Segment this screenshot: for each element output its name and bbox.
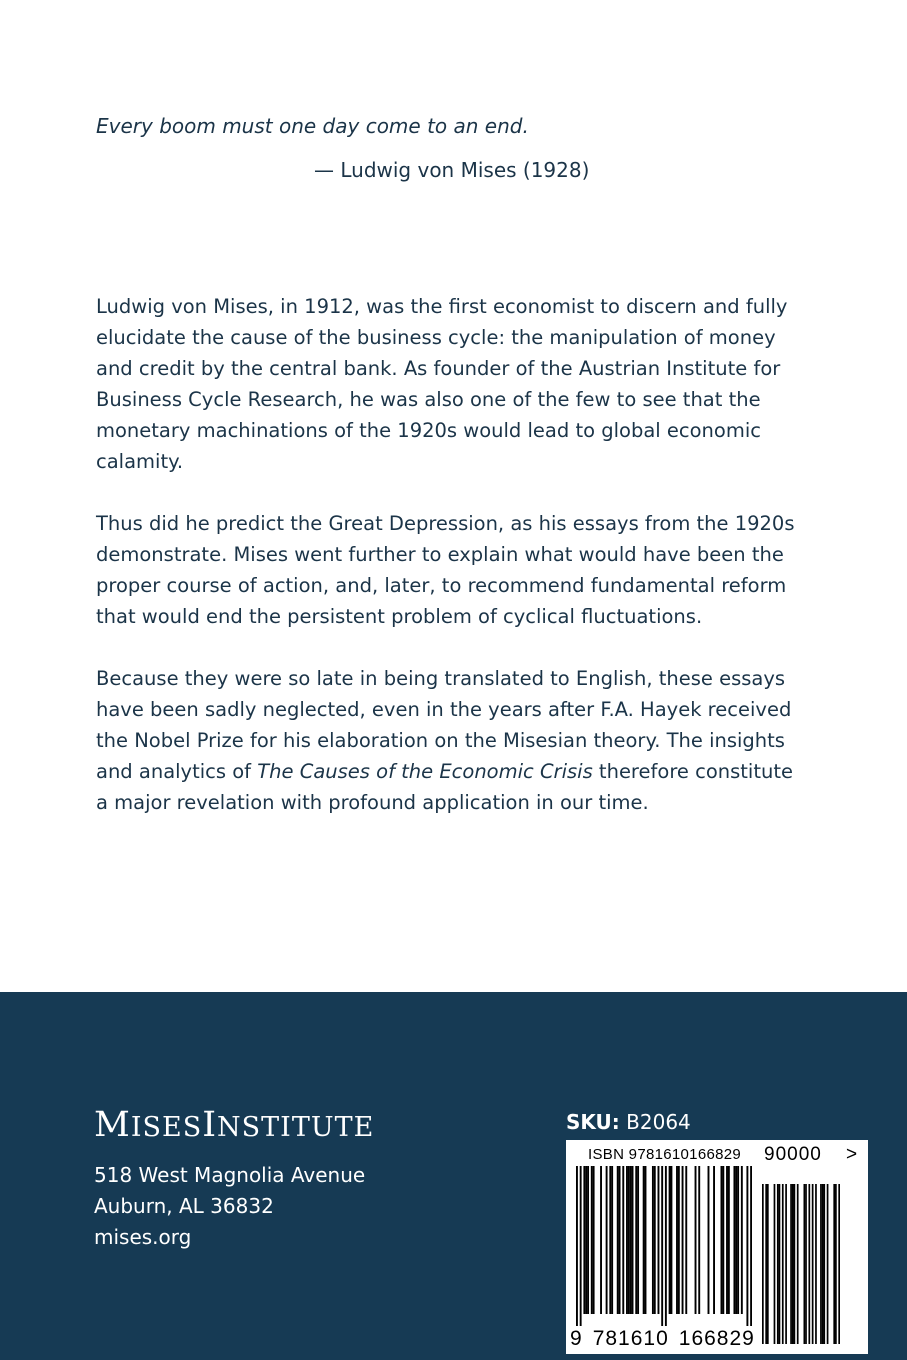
isbn-barcode — [566, 1140, 868, 1354]
addon-bar — [792, 1184, 794, 1344]
addon-bar — [805, 1184, 807, 1344]
barcode-bar — [591, 1166, 593, 1314]
website-link[interactable]: mises.org — [94, 1225, 192, 1249]
barcode-bar — [652, 1166, 654, 1314]
description-paragraph-1: Ludwig von Mises, in 1912, was the first economist to discern and fully elucidate the cause of the business cycle: the manipulation of money and credit by the central bank. As founder of the Austrian Institute for Business Cycle Research, he was also one of the few to see that the monetary machinations of the 1920s would lead to global economic calamity. — [96, 295, 788, 473]
barcode-bar — [619, 1166, 621, 1314]
epigraph — [96, 112, 816, 184]
barcode-bar — [676, 1166, 678, 1314]
barcode-bar — [632, 1166, 634, 1314]
barcode-bar — [630, 1166, 632, 1314]
barcode-bar — [695, 1166, 697, 1314]
addon-digits: 90000 — [764, 1144, 822, 1165]
addon-bars — [762, 1184, 840, 1344]
addon-bar — [833, 1184, 835, 1344]
barcode-bar — [721, 1166, 723, 1314]
barcode-bar — [617, 1166, 619, 1314]
book-description — [96, 291, 808, 849]
barcode-human-readable — [570, 1327, 757, 1351]
barcode-bar — [587, 1166, 589, 1314]
addon-bar — [820, 1184, 822, 1344]
p3-after: therefore constitute a major revelation with profound application in our time. — [96, 760, 793, 814]
addon-bar — [835, 1184, 837, 1344]
barcode-bar — [669, 1166, 671, 1314]
addon-bar — [790, 1184, 792, 1344]
addon-bar — [765, 1184, 767, 1344]
barcode-bar — [593, 1166, 595, 1314]
barcode-bar — [637, 1166, 639, 1314]
barcode-bar — [645, 1166, 647, 1314]
barcode-bar — [737, 1166, 739, 1314]
addon-bar — [767, 1184, 769, 1344]
barcode-bar — [654, 1166, 656, 1314]
barcode-bar — [585, 1166, 587, 1314]
addon-bar — [822, 1184, 824, 1344]
addon-bar — [782, 1184, 784, 1344]
barcode-bar — [628, 1166, 630, 1314]
p3-before: Because they were so late in being translated to English, these essays have been sadly neglected, even in the years after F.A. Hayek received the Nobel Prize for his elaboration on the Misesian theory. The insights and analytics of — [96, 667, 792, 783]
publisher-address — [94, 1160, 365, 1253]
barcode-bar — [735, 1166, 737, 1314]
address-street: 518 West Magnolia Avenue — [94, 1163, 366, 1187]
barcode-bar — [670, 1166, 672, 1314]
mises-institute-logo: MISESINSTITUTE — [94, 1105, 375, 1145]
barcode-bar — [622, 1166, 624, 1314]
addon-bar — [797, 1184, 799, 1344]
book-title: The Causes of the Economic Crisis — [257, 760, 593, 783]
barcode-bar — [741, 1166, 743, 1314]
sku — [566, 1108, 691, 1136]
addon-bar — [838, 1184, 840, 1344]
barcode-bar — [726, 1166, 728, 1314]
barcode-bar — [580, 1166, 582, 1326]
addon-bar — [762, 1184, 764, 1344]
barcode-bar — [678, 1166, 680, 1314]
barcode-bar — [722, 1166, 724, 1314]
publisher-footer — [0, 992, 907, 1360]
sku-value: B2064 — [626, 1110, 691, 1134]
addon-bar — [823, 1184, 825, 1344]
addon-bar — [815, 1184, 817, 1344]
addon-bar — [785, 1184, 787, 1344]
barcode-bar — [600, 1166, 602, 1314]
addon-bar — [827, 1184, 829, 1344]
addon-bar — [774, 1184, 776, 1344]
isbn-label: ISBN 9781610166829 — [588, 1146, 742, 1163]
barcode-bar — [685, 1166, 687, 1314]
barcode-bar — [661, 1166, 663, 1326]
address-city: Auburn, AL 36832 — [94, 1194, 274, 1218]
barcode-bar — [708, 1166, 710, 1314]
description-paragraph-2: Thus did he predict the Great Depression, as his essays from the 1920s demonstrate. Mises went further to explain what would have been the proper course of action, and, later, to recommend fundamental reform that would end the persistent problem of cyclical fluctuations. — [96, 512, 795, 628]
barcode-bar — [713, 1166, 715, 1314]
barcode-bar — [606, 1166, 608, 1314]
barcode-bar — [626, 1166, 628, 1314]
description-paragraph-3 — [96, 663, 808, 818]
barcode-bar — [728, 1166, 730, 1314]
barcode-bar — [682, 1166, 684, 1314]
epigraph-quote: Every boom must one day come to an end. — [96, 114, 529, 138]
barcode-bar — [576, 1166, 578, 1326]
barcode-bar — [583, 1166, 585, 1314]
addon-bar — [779, 1184, 781, 1344]
epigraph-attribution: — Ludwig von Mises (1928) — [314, 158, 590, 182]
addon-bar — [794, 1184, 796, 1344]
barcode-bar — [746, 1166, 748, 1326]
ean13-bars — [576, 1166, 752, 1326]
barcode-bar — [635, 1166, 637, 1314]
addon-bar — [808, 1184, 810, 1344]
barcode-digit-first: 9 — [570, 1327, 583, 1350]
barcode-bar — [609, 1166, 611, 1314]
barcode-digits-left: 781610 — [592, 1327, 669, 1350]
barcode-bar — [698, 1166, 700, 1314]
barcode-bar — [733, 1166, 735, 1314]
barcode-bar — [750, 1166, 752, 1326]
barcode-bar — [658, 1166, 660, 1314]
addon-bar — [812, 1184, 814, 1344]
barcode-bar — [643, 1166, 645, 1314]
addon-bar — [777, 1184, 779, 1344]
barcode-digits-right: 166829 — [678, 1327, 755, 1350]
barcode-bar — [611, 1166, 613, 1314]
sku-label: SKU: — [566, 1110, 620, 1134]
barcode-bar — [665, 1166, 667, 1326]
addon-bar — [803, 1184, 805, 1344]
addon-arrow: > — [846, 1144, 858, 1165]
